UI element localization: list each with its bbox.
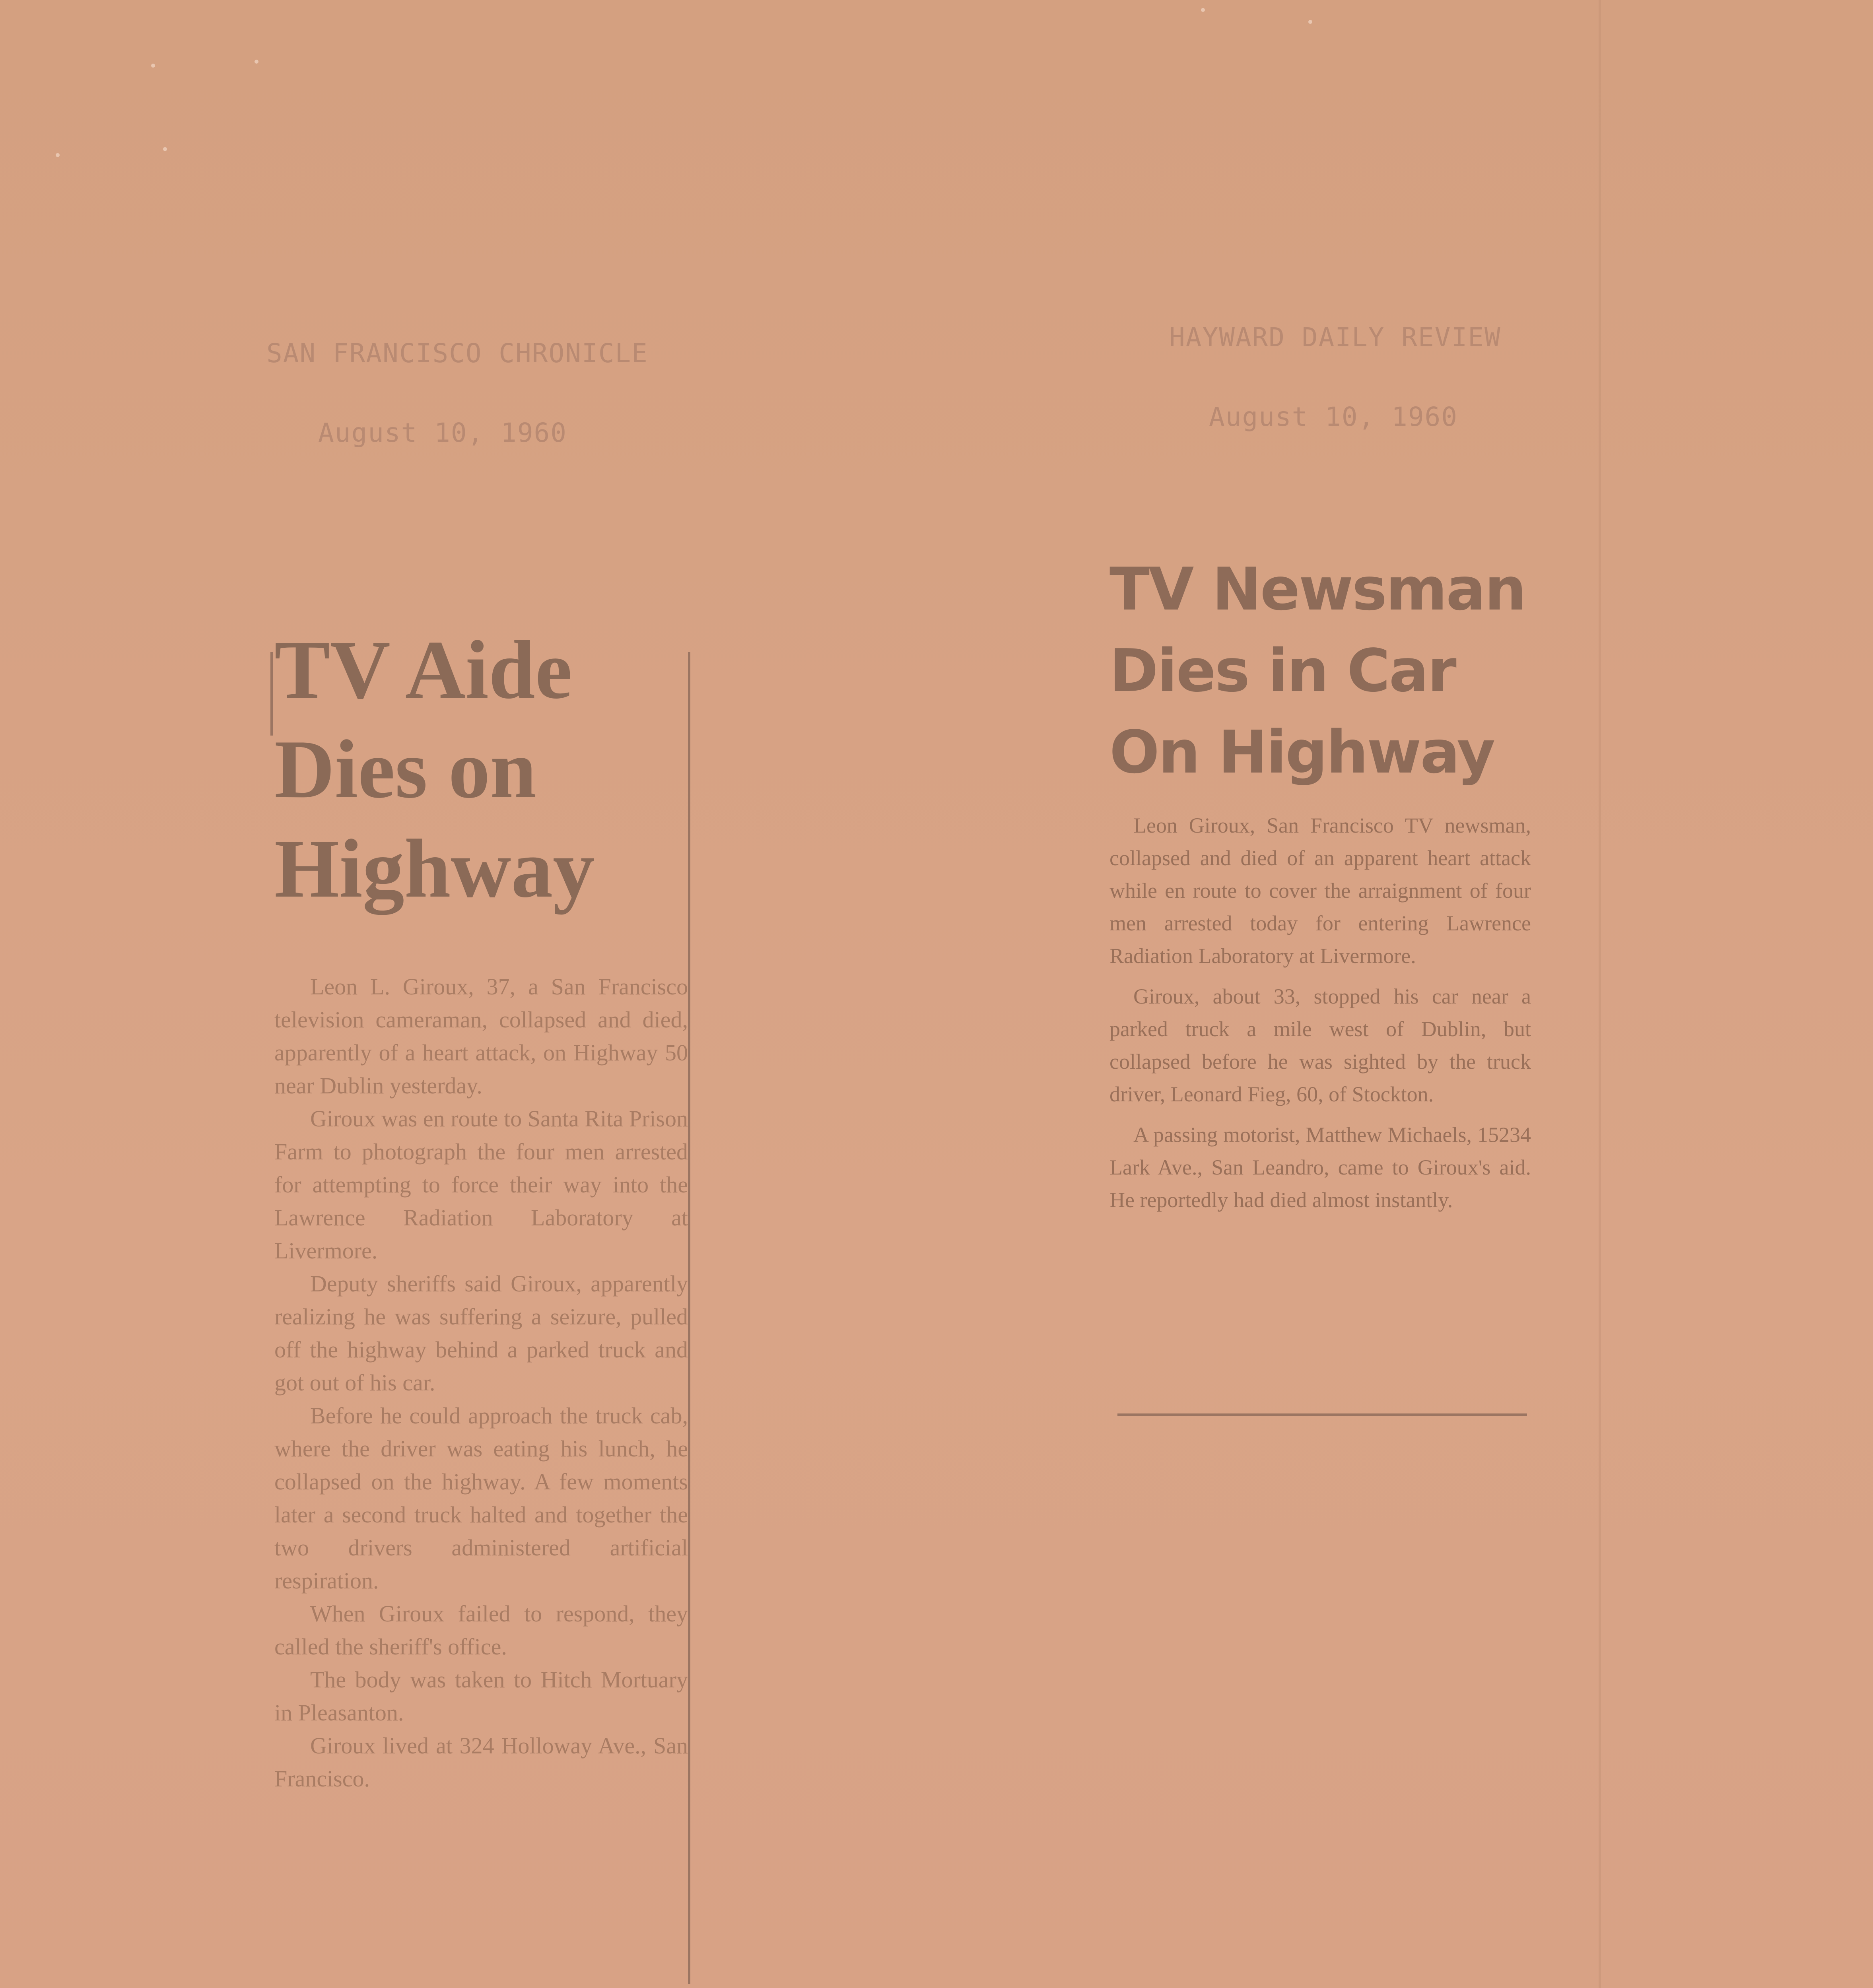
review-headline-line1: TV Newsman [1109,555,1525,623]
chronicle-edge-rule [270,652,273,736]
article-paragraph: Leon L. Giroux, 37, a San Francisco television cameraman, collapsed and died, apparently of a heart attack, on Highway 50 near Dublin yesterday. [274,974,688,1099]
left-source-label: SAN FRANCISCO CHRONICLE [266,338,648,369]
article-paragraph: Before he could approach the truck cab, where the driver was eating his lunch, he collapsed on the highway. A few moments later a second truck halted and together the two drivers administered artificial respiration. [274,1403,688,1594]
dust-speck [1308,20,1312,24]
review-headline-line2: Dies in Car [1109,637,1455,705]
chronicle-headline-line1: TV Aide [274,624,572,716]
chronicle-article-body [274,970,688,1795]
review-headline-line3: On Highway [1109,718,1494,786]
review-headline [1109,549,1531,793]
review-clipping [1109,549,1531,1224]
article-paragraph: Giroux lived at 324 Holloway Ave., San Francisco. [274,1733,688,1792]
review-article-body [1109,809,1531,1216]
page-fold-shadow [1599,0,1601,1988]
dust-speck [1201,8,1205,12]
article-paragraph: Leon Giroux, San Francisco TV newsman, collapsed and died of an apparent heart attack while en route to cover the arraignment of four men arrested today for entering Lawrence Radiation Laboratory at Livermore. [1109,813,1531,968]
article-paragraph: A passing motorist, Matthew Michaels, 15234 Lark Ave., San Leandro, came to Giroux's aid. He reportedly had died almost instantly. [1109,1123,1531,1212]
right-date-label: August 10, 1960 [1209,402,1458,432]
right-source-label: HAYWARD DAILY REVIEW [1169,322,1501,353]
dust-speck [151,64,155,68]
review-end-rule [1117,1413,1527,1416]
chronicle-headline-line3: Highway [274,823,595,915]
chronicle-headline [274,620,688,918]
dust-speck [56,153,60,157]
chronicle-headline-line2: Dies on [274,723,537,815]
left-date-label: August 10, 1960 [318,417,567,448]
chronicle-column-rule [688,652,690,1984]
article-paragraph: When Giroux failed to respond, they called the sheriff's office. [274,1601,688,1660]
article-paragraph: Deputy sheriffs said Giroux, apparently realizing he was suffering a seizure, pulled off the highway behind a parked truck and got out of his car. [274,1271,688,1396]
article-paragraph: The body was taken to Hitch Mortuary in Pleasanton. [274,1667,688,1726]
article-paragraph: Giroux, about 33, stopped his car near a parked truck a mile west of Dublin, but collapsed before he was sighted by the truck driver, Leonard Fieg, 60, of Stockton. [1109,984,1531,1106]
dust-speck [163,147,167,151]
dust-speck [255,60,258,64]
chronicle-clipping [274,620,688,1795]
article-paragraph: Giroux was en route to Santa Rita Prison Farm to photograph the four men arrested for attempting to force their way into the Lawrence Radiation Laboratory at Livermore. [274,1106,688,1264]
